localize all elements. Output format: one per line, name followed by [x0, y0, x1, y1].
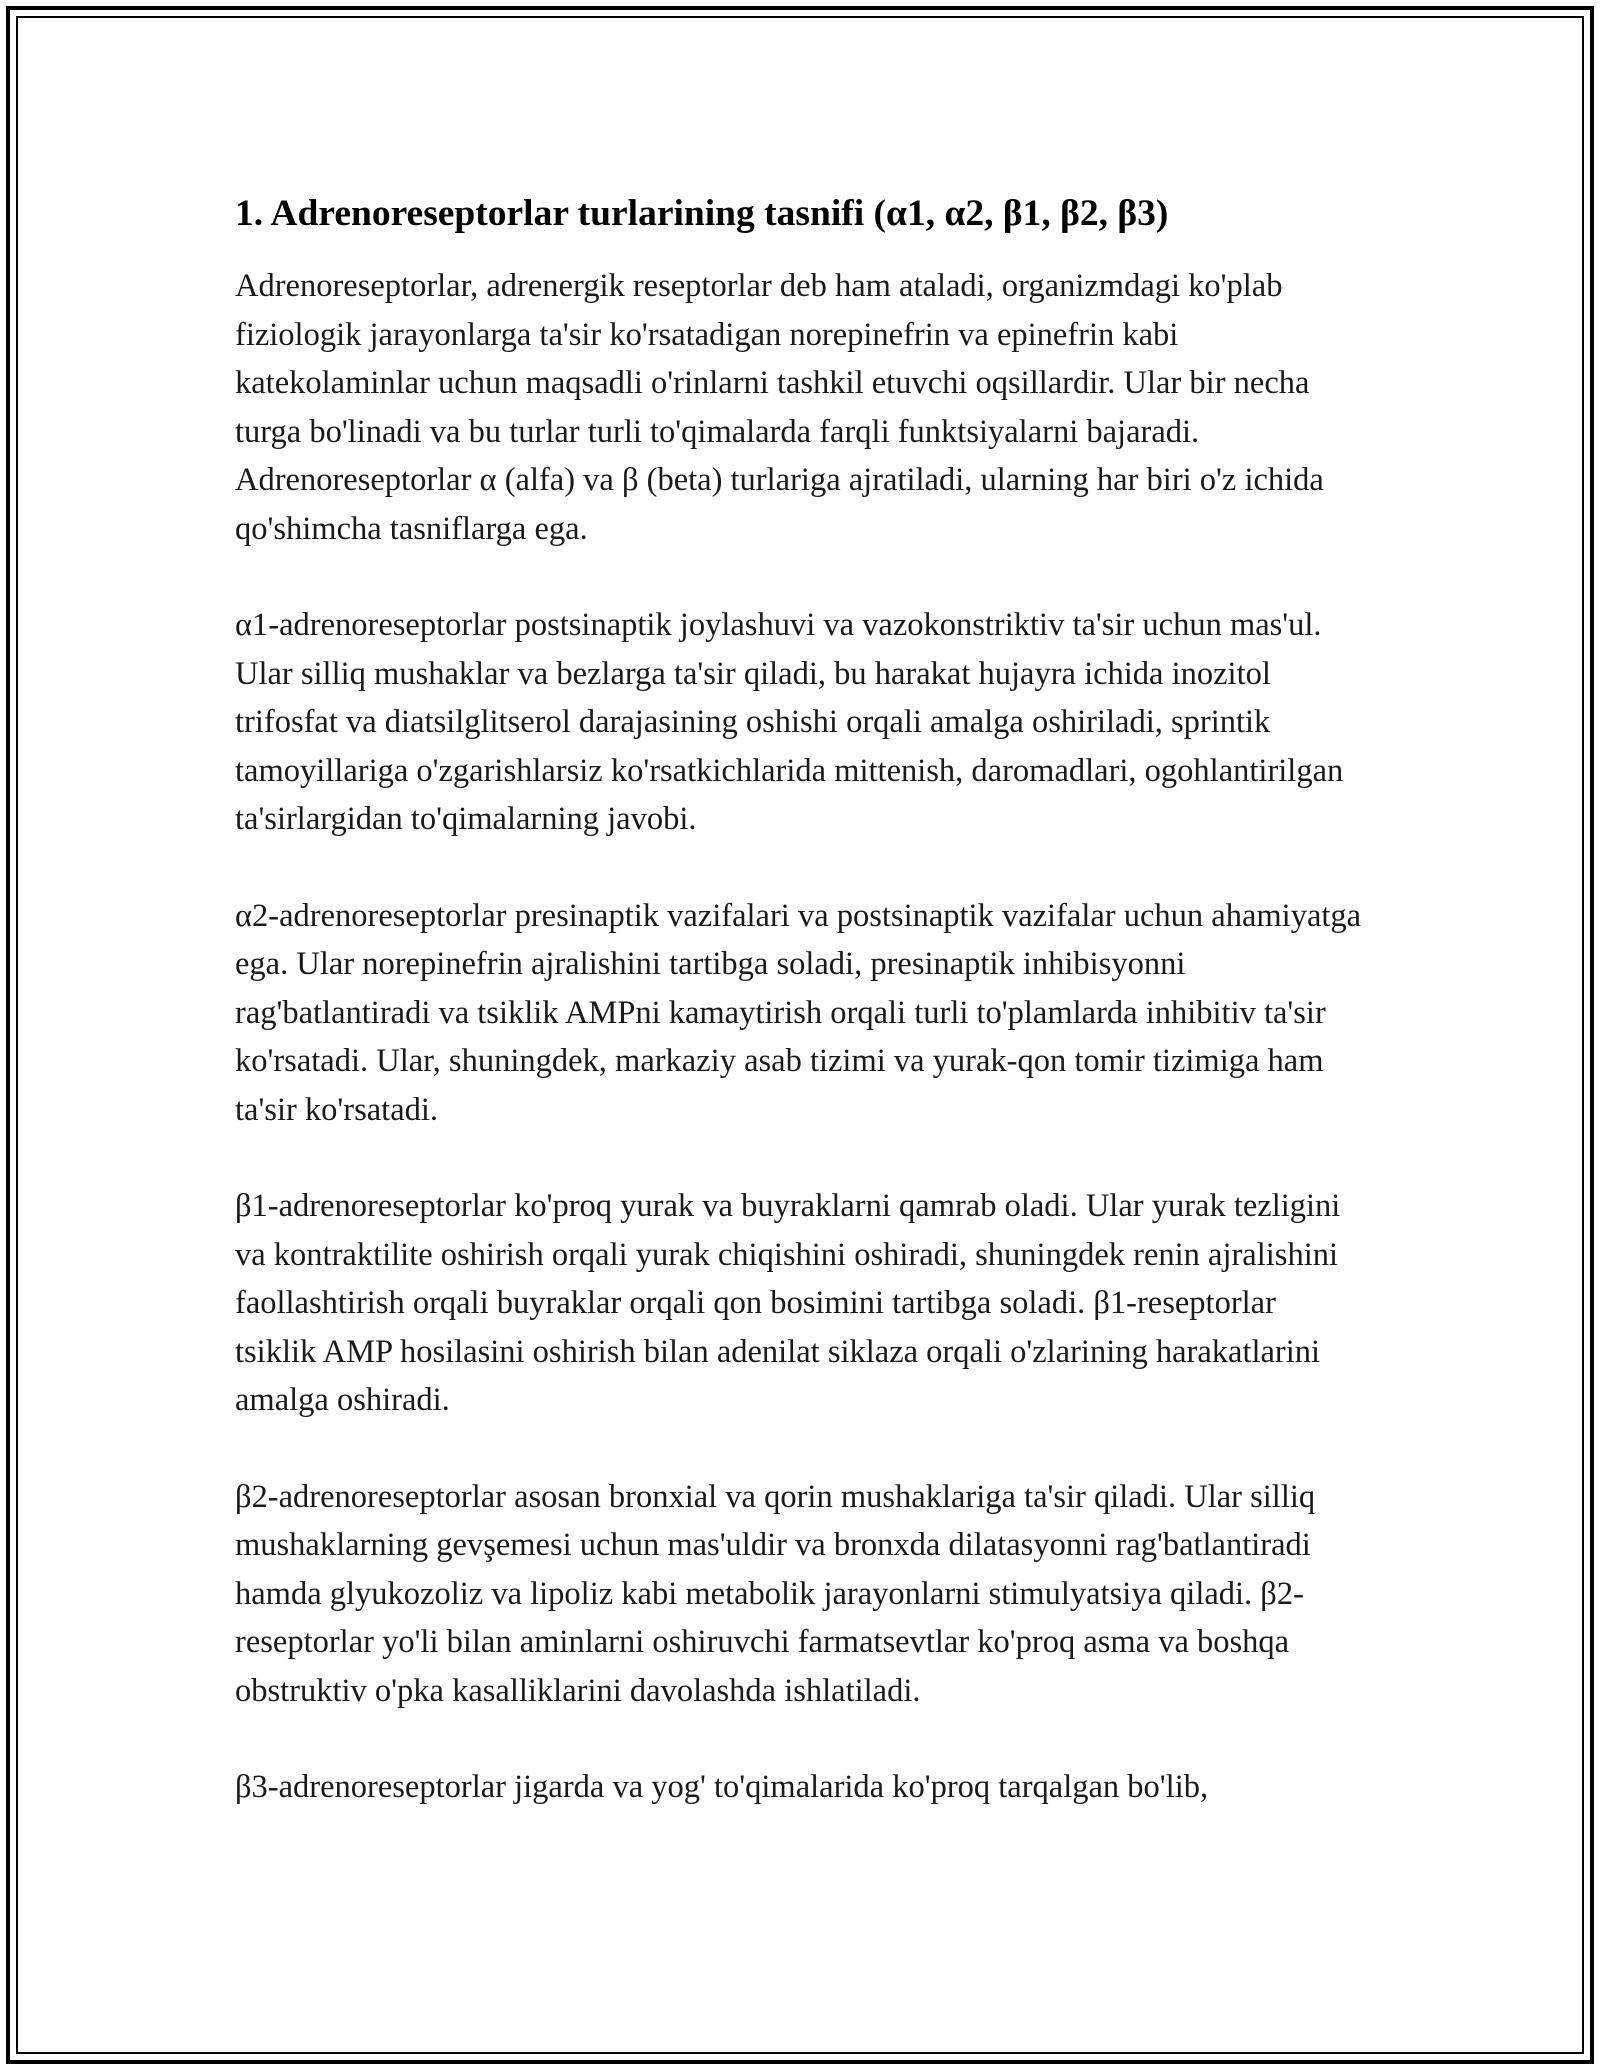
paragraph-alpha2: α2-adrenoreseptorlar presinaptik vazifalari va postsinaptik vazifalar uchun ahamiyatga ega. Ular norepinefrin ajralishini tartibga soladi, presinaptik inhibisyonni rag'batlantiradi va tsiklik AMPni kamaytirish orqali turli to'plamlarda inhibitiv ta'sir ko'rsatadi. Ular, shuningdek, markaziy asab tizimi va yurak-qon tomir tizimiga ham ta'sir ko'rsatadi. — [235, 897, 1362, 1128]
paragraph-beta3: β3-adrenoreseptorlar jigarda va yog' to'qimalarida ko'proq tarqalgan bo'lib, — [235, 1769, 1209, 1805]
paragraph-intro: Adrenoreseptorlar, adrenergik reseptorlar deb ham ataladi, organizmdagi ko'plab fiziologik jarayonlarga ta'sir ko'rsatadigan norepinefrin va epinefrin kabi katekolaminlar uchun maqsadli o'rinlarni tashkil etuvchi oqsillardir. Ular bir necha turga bo'linadi va bu turlar turli to'qimalarda farqli funktsiyalarni bajaradi. Adrenoreseptorlar α (alfa) va β (beta) turlariga ajratiladi, ularning har biri o'z ichida qo'shimcha tasniflarga ega. — [235, 268, 1324, 547]
paragraph-beta1: β1-adrenoreseptorlar ko'proq yurak va buyraklarni qamrab oladi. Ular yurak tezligini va kontraktilite oshirish orqali yurak chiqishini oshiradi, shuningdek renin ajralishini faollashtirish orqali buyraklar orqali qon bosimini tartibga soladi. β1-reseptorlar tsiklik AMP hosilasini oshirish bilan adenilat siklaza orqali o'zlarining harakatlarini amalga oshiradi. — [235, 1188, 1341, 1418]
paragraph-alpha1: α1-adrenoreseptorlar postsinaptik joylashuvi va vazokonstriktiv ta'sir uchun mas'ul. Ular silliq mushaklar va bezlarga ta'sir qiladi, bu harakat hujayra ichida inozitol trifosfat va diatsilglitserol darajasining oshishi orqali amalga oshiriladi, sprintik tamoyillariga o'zgarishlarsiz ko'rsatkichlarida mittenish, daromadlari, ogohlantirilgan ta'sirlargidan to'qimalarning javobi. — [235, 607, 1344, 837]
document-body — [235, 188, 1365, 1812]
paragraph-beta2: β2-adrenoreseptorlar asosan bronxial va qorin mushaklariga ta'sir qiladi. Ular silliq mushaklarning gevşemesi uchun mas'uldir va bronxda dilatasyonni rag'batlantiradi hamda glyukozoliz va lipoliz kabi metabolik jarayonlarni stimulyatsiya qiladi. β2-reseptorlar yo'li bilan aminlarni oshiruvchi farmatsevtlar ko'proq asma va boshqa obstruktiv o'pka kasalliklarini davolashda ishlatiladi. — [235, 1478, 1316, 1709]
section-heading: 1. Adrenoreseptorlar turlarining tasnifi (α1, α2, β1, β2, β3) — [235, 193, 1169, 234]
